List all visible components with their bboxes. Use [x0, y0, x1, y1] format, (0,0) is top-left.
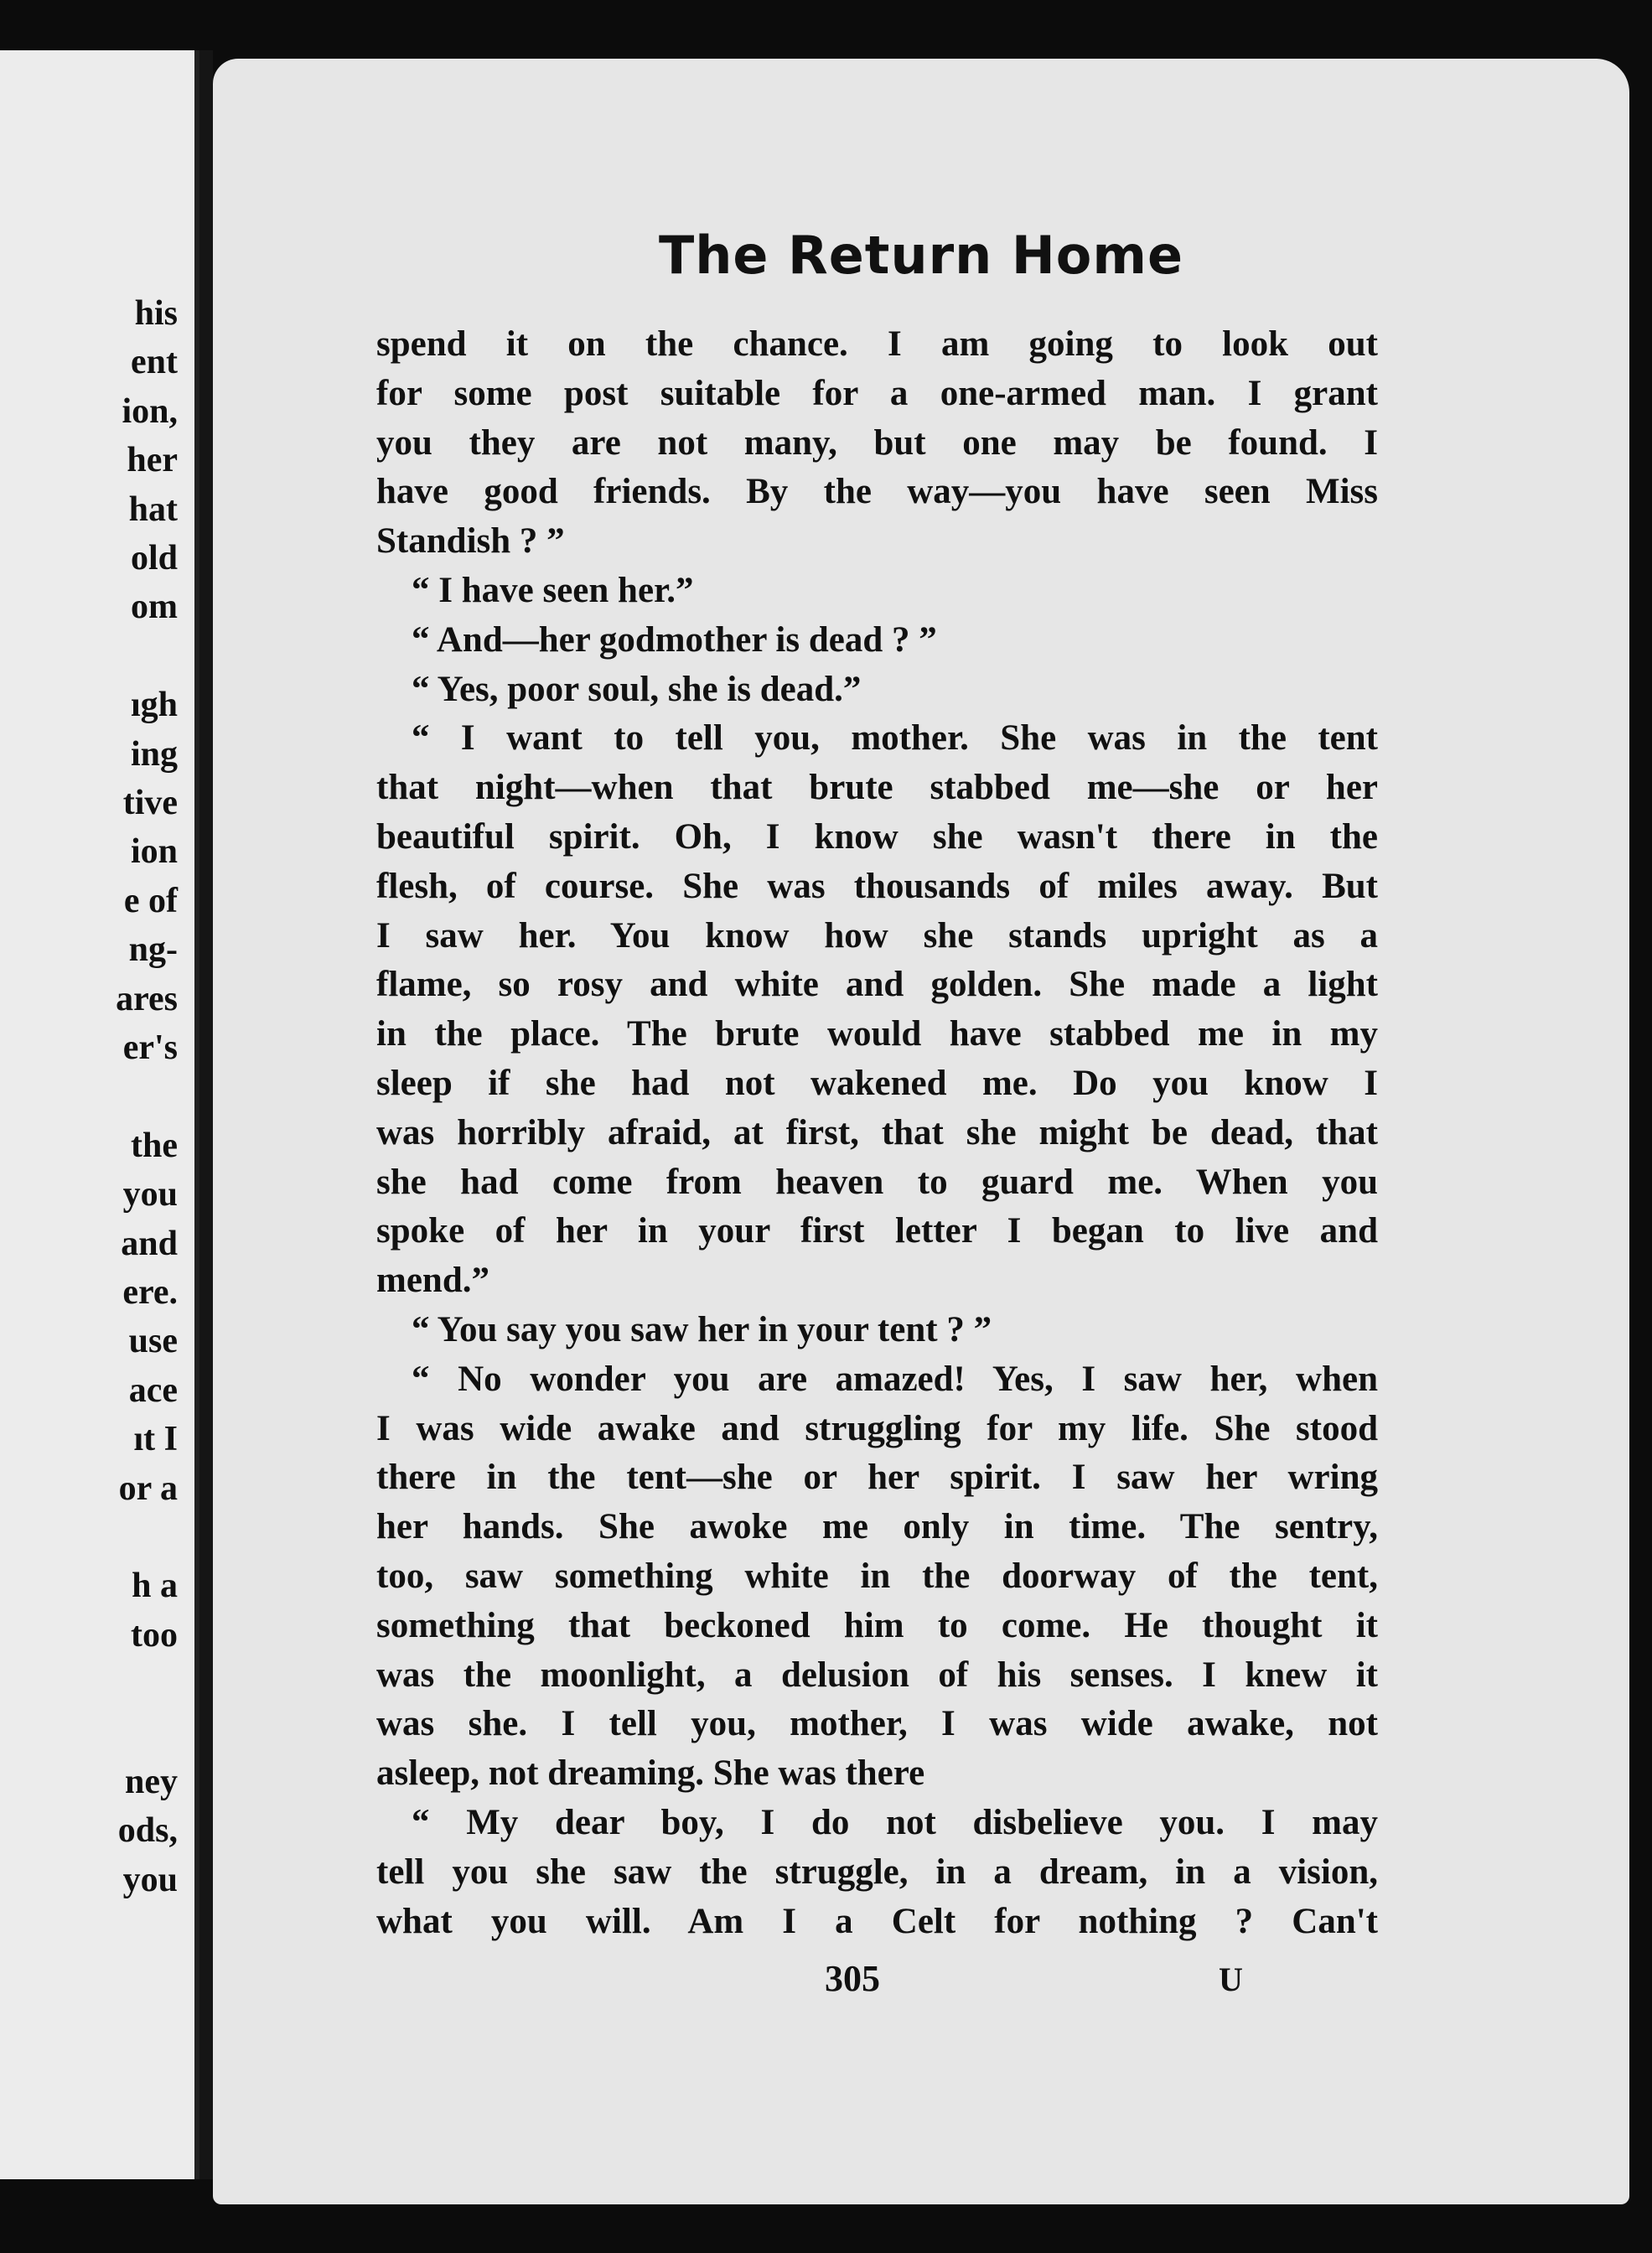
text-line: “ Yes, poor soul, she is dead.” — [412, 669, 862, 709]
text-line: you they are not many, but one may be found. I — [376, 422, 1378, 463]
text-line: spend it on the chance. I am going to look out — [376, 324, 1378, 364]
text-line: have good friends. By the way—you have seen Miss — [376, 472, 1378, 512]
facing-page-fragment: hat — [128, 489, 178, 529]
facing-page-fragment: ace — [128, 1370, 178, 1410]
text-line: flame, so rosy and white and golden. She made a light — [376, 965, 1378, 1005]
facing-page-fragment: ng- — [128, 930, 178, 970]
facing-page-fragment: ere. — [122, 1273, 178, 1312]
facing-page-fragment: e of — [123, 881, 178, 920]
text-line: asleep, not dreaming. She was there — [376, 1753, 925, 1794]
text-line: “ You say you saw her in your tent ? ” — [412, 1309, 992, 1349]
facing-page-fragment: ares — [116, 979, 178, 1018]
facing-page-fragment: or a — [118, 1468, 178, 1508]
text-line: what you will. Am I a Celt for nothing ? Can't — [376, 1901, 1378, 1941]
facing-page — [0, 50, 199, 2179]
text-line: I saw her. You know how she stands upright as a — [376, 915, 1378, 956]
facing-page-fragment: ion, — [122, 391, 178, 431]
facing-page-fragment: om — [131, 588, 178, 627]
page-body-text — [376, 320, 1378, 1946]
facing-page-fragment: old — [130, 539, 178, 577]
facing-page-fragment: you — [122, 1175, 178, 1215]
text-line: for some post suitable for a one-armed man. I grant — [376, 373, 1378, 413]
text-line: spoke of her in your first letter I began to live and — [376, 1211, 1378, 1251]
text-line: was she. I tell you, mother, I was wide awake, not — [376, 1704, 1378, 1744]
text-line: something that beckoned him to come. He thought it — [376, 1605, 1378, 1645]
facing-page-fragment: ods, — [117, 1811, 178, 1851]
text-line: I was wide awake and struggling for my life. She stood — [376, 1408, 1378, 1448]
text-line: “ I want to tell you, mother. She was in the tent — [412, 718, 1378, 759]
text-line: “ My dear boy, I do not disbelieve you. I may — [412, 1802, 1378, 1842]
text-line: Standish ? ” — [376, 521, 565, 562]
text-line: she had come from heaven to guard me. When you — [376, 1162, 1378, 1202]
text-line: “ I have seen her.” — [412, 570, 694, 610]
text-line: in the place. The brute would have stabbed me in my — [376, 1014, 1378, 1054]
page-number: 305 — [825, 1958, 880, 1999]
text-line: that night—when that brute stabbed me—she or her — [376, 768, 1378, 808]
facing-page-fragment: ing — [130, 734, 178, 774]
text-line: “ And—her godmother is dead ? ” — [412, 619, 937, 660]
facing-page-fragment: his — [134, 294, 178, 333]
text-line: beautiful spirit. Oh, I know she wasn't there in the — [376, 816, 1378, 857]
text-line: was horribly afraid, at first, that she might be dead, that — [376, 1112, 1378, 1152]
facing-page-fragment: ent — [131, 343, 178, 382]
facing-page-fragment: use — [128, 1322, 178, 1361]
text-line: “ No wonder you are amazed! Yes, I saw her, when — [412, 1359, 1378, 1399]
facing-page-fragment: tive — [122, 784, 178, 822]
facing-page-fragment: ney — [125, 1763, 178, 1801]
page-title: The Return Home — [658, 225, 1184, 286]
facing-page-fragment: er's — [122, 1028, 178, 1067]
book-spine — [199, 50, 213, 2179]
facing-page-fragment: ıgh — [130, 686, 178, 725]
signature-mark: U — [1219, 1960, 1243, 1998]
text-line: too, saw something white in the doorway of the tent, — [376, 1556, 1378, 1596]
facing-page-fragment: h a — [132, 1567, 178, 1606]
text-line: her hands. She awoke me only in time. The sentry, — [376, 1507, 1378, 1547]
text-line: was the moonlight, a delusion of his senses. I knew it — [376, 1655, 1378, 1695]
text-line: mend.” — [376, 1261, 489, 1301]
facing-page-fragment: and — [121, 1224, 178, 1263]
text-line: there in the tent—she or her spirit. I saw her wring — [376, 1458, 1378, 1498]
facing-page-fragment: her — [127, 441, 178, 480]
facing-page-fragment: ıt I — [133, 1420, 178, 1459]
facing-page-fragment: ion — [130, 832, 178, 872]
facing-page-fragment: the — [131, 1126, 178, 1165]
facing-page-fragment: you — [122, 1860, 178, 1899]
text-line: tell you she saw the struggle, in a dream, in a vision, — [376, 1852, 1378, 1892]
book-page — [213, 59, 1629, 2204]
facing-page-fragment: too — [131, 1615, 178, 1655]
text-line: flesh, of course. She was thousands of miles away. But — [376, 866, 1378, 906]
text-line: sleep if she had not wakened me. Do you know I — [376, 1063, 1378, 1103]
